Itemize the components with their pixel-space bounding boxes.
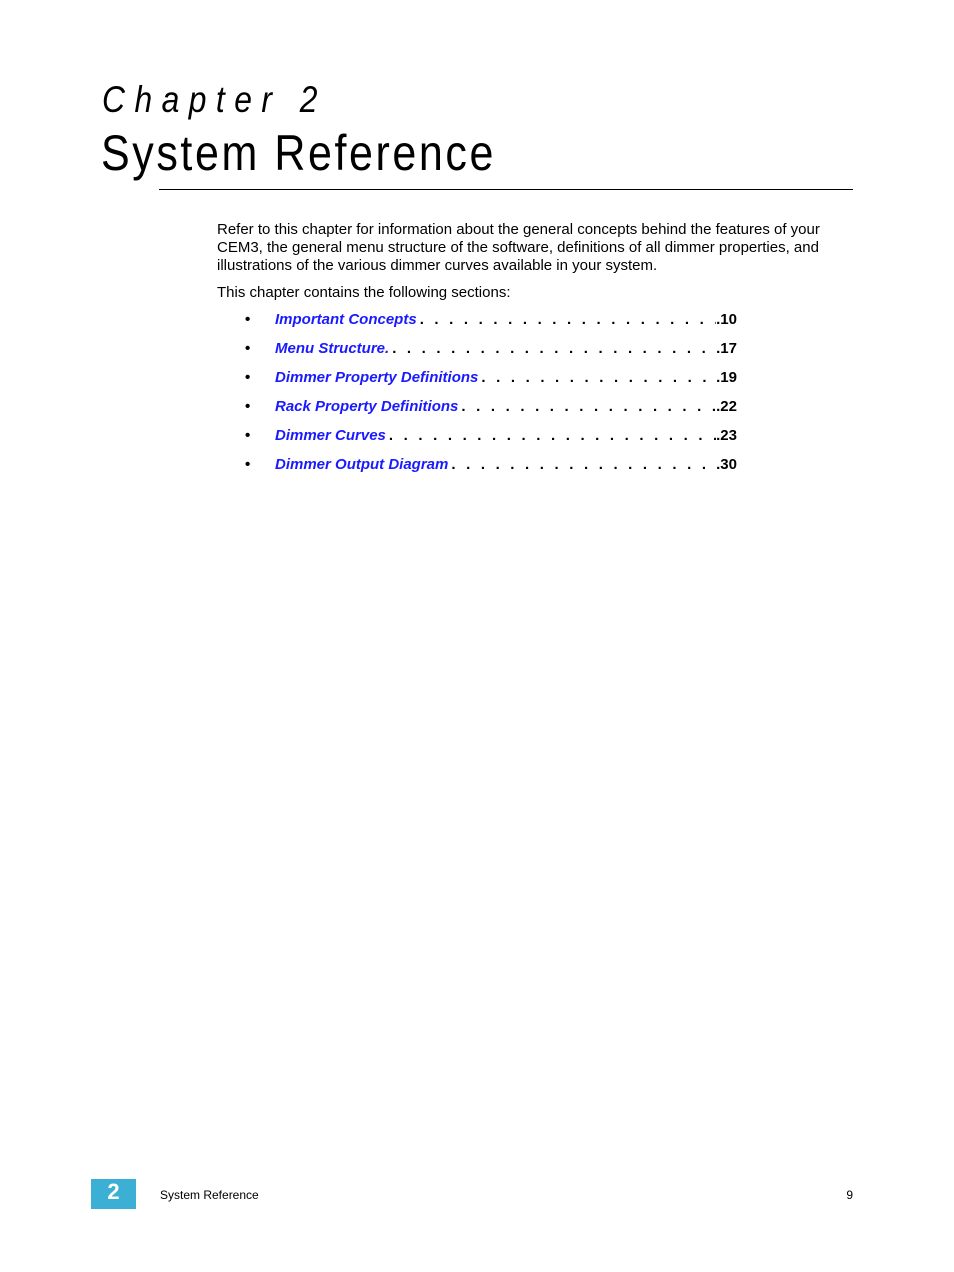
dot-leader <box>461 397 716 417</box>
section-item-dimmer-property-definitions <box>245 368 737 397</box>
page-ref: .22 <box>716 398 737 415</box>
link-dimmer-output-diagram[interactable]: Dimmer Output Diagram <box>275 456 449 473</box>
page-ref: .19 <box>716 369 737 386</box>
page-ref: .23 <box>716 427 737 444</box>
section-item-important-concepts <box>245 310 737 339</box>
bullet: • <box>245 427 251 444</box>
link-dimmer-curves[interactable]: Dimmer Curves <box>275 427 386 444</box>
dot-leader <box>420 310 716 330</box>
dot-leader <box>451 455 716 475</box>
dot-leader <box>392 339 716 359</box>
bullet: • <box>245 369 251 386</box>
section-item-rack-property-definitions <box>245 397 737 426</box>
section-item-menu-structure <box>245 339 737 368</box>
bullet: • <box>245 456 251 473</box>
chapter-label: Chapter 2 <box>102 79 327 120</box>
link-menu-structure[interactable]: Menu Structure. <box>275 340 390 357</box>
intro-paragraph: Refer to this chapter for information about the general concepts behind the features of your CEM3, the general menu structure of the software, definitions of all dimmer properties, and illustrations of the various dimmer curves available in your system. <box>217 221 820 274</box>
link-rack-property-definitions[interactable]: Rack Property Definitions <box>275 398 459 415</box>
section-list <box>245 310 737 484</box>
link-important-concepts[interactable]: Important Concepts <box>275 311 417 328</box>
footer-title: System Reference <box>160 1188 259 1202</box>
chapter-number-tab: 2 <box>91 1179 136 1209</box>
dot-leader <box>481 368 716 388</box>
page-number: 9 <box>846 1188 853 1202</box>
sections-intro: This chapter contains the following sections: <box>217 284 511 301</box>
page-ref: .10 <box>716 311 737 328</box>
page-title: System Reference <box>101 125 496 181</box>
bullet: • <box>245 398 251 415</box>
link-dimmer-property-definitions[interactable]: Dimmer Property Definitions <box>275 369 479 386</box>
bullet: • <box>245 311 251 328</box>
bullet: • <box>245 340 251 357</box>
title-divider <box>159 189 853 190</box>
section-item-dimmer-curves <box>245 426 737 455</box>
page-ref: .17 <box>716 340 737 357</box>
dot-leader <box>389 426 716 446</box>
page-ref: .30 <box>716 456 737 473</box>
section-item-dimmer-output-diagram <box>245 455 737 484</box>
